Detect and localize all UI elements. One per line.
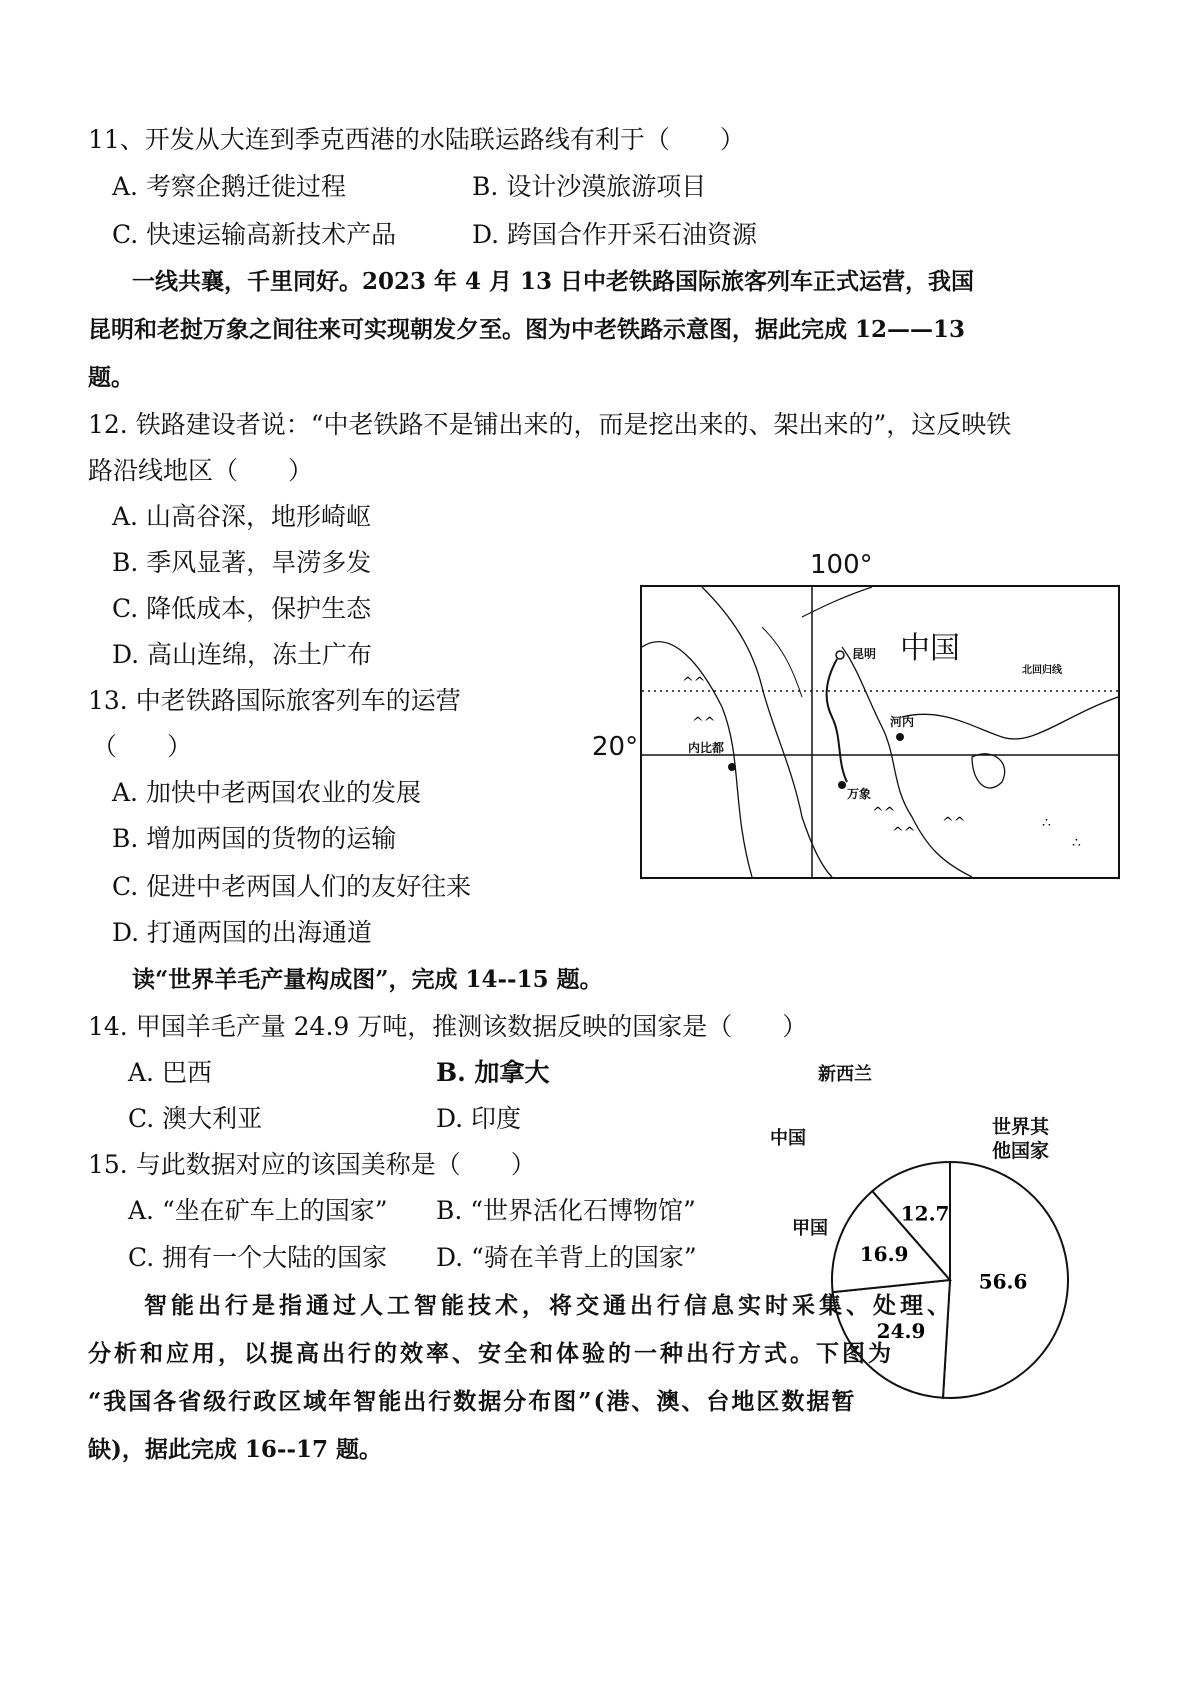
intro12-line2: 昆明和老挝万象之间往来可实现朝发夕至。图为中老铁路示意图，据此完成 12——13 xyxy=(88,316,966,343)
pie-label-jia: 甲国 xyxy=(792,1218,828,1239)
q13-stem-line2: （ ） xyxy=(92,732,193,761)
map-label-naypyidaw: 内比都 xyxy=(688,741,725,755)
q13-option-a: A. 加快中老两国农业的发展 xyxy=(112,778,421,807)
q11-option-b: B. 设计沙漠旅游项目 xyxy=(472,172,707,201)
q15-option-c: C. 拥有一个大陆的国家 xyxy=(128,1243,388,1272)
q14-option-b: B. 加拿大 xyxy=(436,1058,550,1087)
map-label-hanoi: 河内 xyxy=(890,715,915,729)
svg-text:^^: ^^ xyxy=(692,715,716,731)
hainan-island xyxy=(972,754,1005,788)
pie-label-other-line1: 世界其 xyxy=(992,1116,1050,1138)
q11-option-d: D. 跨国合作开采石油资源 xyxy=(472,220,758,249)
intro16-line3: “我国各省级行政区域年智能出行数据分布图”(港、澳、台地区数据暂 xyxy=(88,1388,857,1415)
q12-option-d: D. 高山连绵，冻土广布 xyxy=(112,640,373,669)
q12-stem-line2: 路沿线地区（ ） xyxy=(88,456,314,485)
q12-stem-line1: 12. 铁路建设者说：“中老铁路不是铺出来的，而是挖出来的、架出来的”，这反映铁 xyxy=(88,410,1012,439)
kunming-marker xyxy=(836,651,844,659)
map-label-tropic: 北回归线 xyxy=(1022,665,1062,676)
railway-line xyxy=(827,659,847,782)
map-drawing xyxy=(642,587,1118,877)
svg-text:^^: ^^ xyxy=(872,805,896,821)
intro16-line2: 分析和应用，以提高出行的效率、安全和体验的一种出行方式。下图为 xyxy=(88,1340,894,1367)
intro12-line3: 题。 xyxy=(88,364,134,391)
intro16-line1: 智能出行是指通过人工智能技术，将交通出行信息实时采集、处理、 xyxy=(144,1292,954,1319)
svg-text:^^: ^^ xyxy=(892,825,916,841)
intro14: 读“世界羊毛产量构成图”，完成 14--15 题。 xyxy=(132,966,603,993)
q15-option-b: B. “世界活化石博物馆” xyxy=(436,1196,696,1225)
pie-svg xyxy=(820,1150,1080,1410)
q12-option-a: A. 山高谷深，地形崎岖 xyxy=(112,502,371,531)
naypyidaw-marker xyxy=(728,763,736,771)
q14-option-c: C. 澳大利亚 xyxy=(128,1104,263,1133)
pie-value-label: 12.7 xyxy=(900,1201,950,1226)
map-longitude-label: 100° xyxy=(810,550,873,580)
pie-value-label: 24.9 xyxy=(876,1319,926,1344)
q11-option-c: C. 快速运输高新技术产品 xyxy=(112,220,397,249)
intro12-line1: 一线共襄，千里同好。2023 年 4 月 13 日中老铁路国际旅客列车正式运营，我国 xyxy=(132,268,975,295)
pie-value-label: 16.9 xyxy=(859,1242,909,1267)
q13-option-b: B. 增加两国的货物的运输 xyxy=(112,824,397,853)
map-label-vientiane: 万象 xyxy=(847,787,872,801)
hanoi-marker xyxy=(896,733,904,741)
svg-text:∴: ∴ xyxy=(1042,815,1051,831)
q14-option-d: D. 印度 xyxy=(436,1104,522,1133)
q13-stem-line1: 13. 中老铁路国际旅客列车的运营 xyxy=(88,686,461,715)
q11-option-a: A. 考察企鹅迁徙过程 xyxy=(112,172,346,201)
q13-option-d: D. 打通两国的出海通道 xyxy=(112,918,373,947)
q15-stem: 15. 与此数据对应的该国美称是（ ） xyxy=(88,1150,536,1179)
q12-option-c: C. 降低成本，保护生态 xyxy=(112,594,372,623)
pie-label-new-zealand: 新西兰 xyxy=(818,1064,872,1085)
q14-option-a: A. 巴西 xyxy=(128,1058,212,1087)
pie-label-china: 中国 xyxy=(770,1128,806,1149)
pie-label-other-line2: 他国家 xyxy=(992,1140,1050,1162)
svg-text:^^: ^^ xyxy=(942,815,966,831)
svg-text:∴: ∴ xyxy=(1072,835,1081,851)
q11-stem: 11、开发从大连到季克西港的水陆联运路线有利于（ ） xyxy=(88,125,745,154)
map-label-china: 中国 xyxy=(900,631,960,666)
q12-option-b: B. 季风显著，旱涝多发 xyxy=(112,548,372,577)
q15-option-a: A. “坐在矿车上的国家” xyxy=(128,1196,388,1225)
pie-value-label: 56.6 xyxy=(978,1269,1028,1294)
china-laos-railway-map xyxy=(640,585,1120,879)
q15-option-d: D. “骑在羊背上的国家” xyxy=(436,1243,697,1272)
wool-production-pie-chart xyxy=(820,1150,1080,1414)
map-latitude-label: 20° xyxy=(592,732,639,762)
map-label-kunming: 昆明 xyxy=(852,647,877,661)
q14-stem: 14. 甲国羊毛产量 24.9 万吨，推测该数据反映的国家是（ ） xyxy=(88,1012,808,1041)
svg-text:^^: ^^ xyxy=(682,675,706,691)
vientiane-marker xyxy=(838,781,846,789)
q13-option-c: C. 促进中老两国人们的友好往来 xyxy=(112,872,472,901)
intro16-line4: 缺)，据此完成 16--17 题。 xyxy=(88,1436,383,1463)
